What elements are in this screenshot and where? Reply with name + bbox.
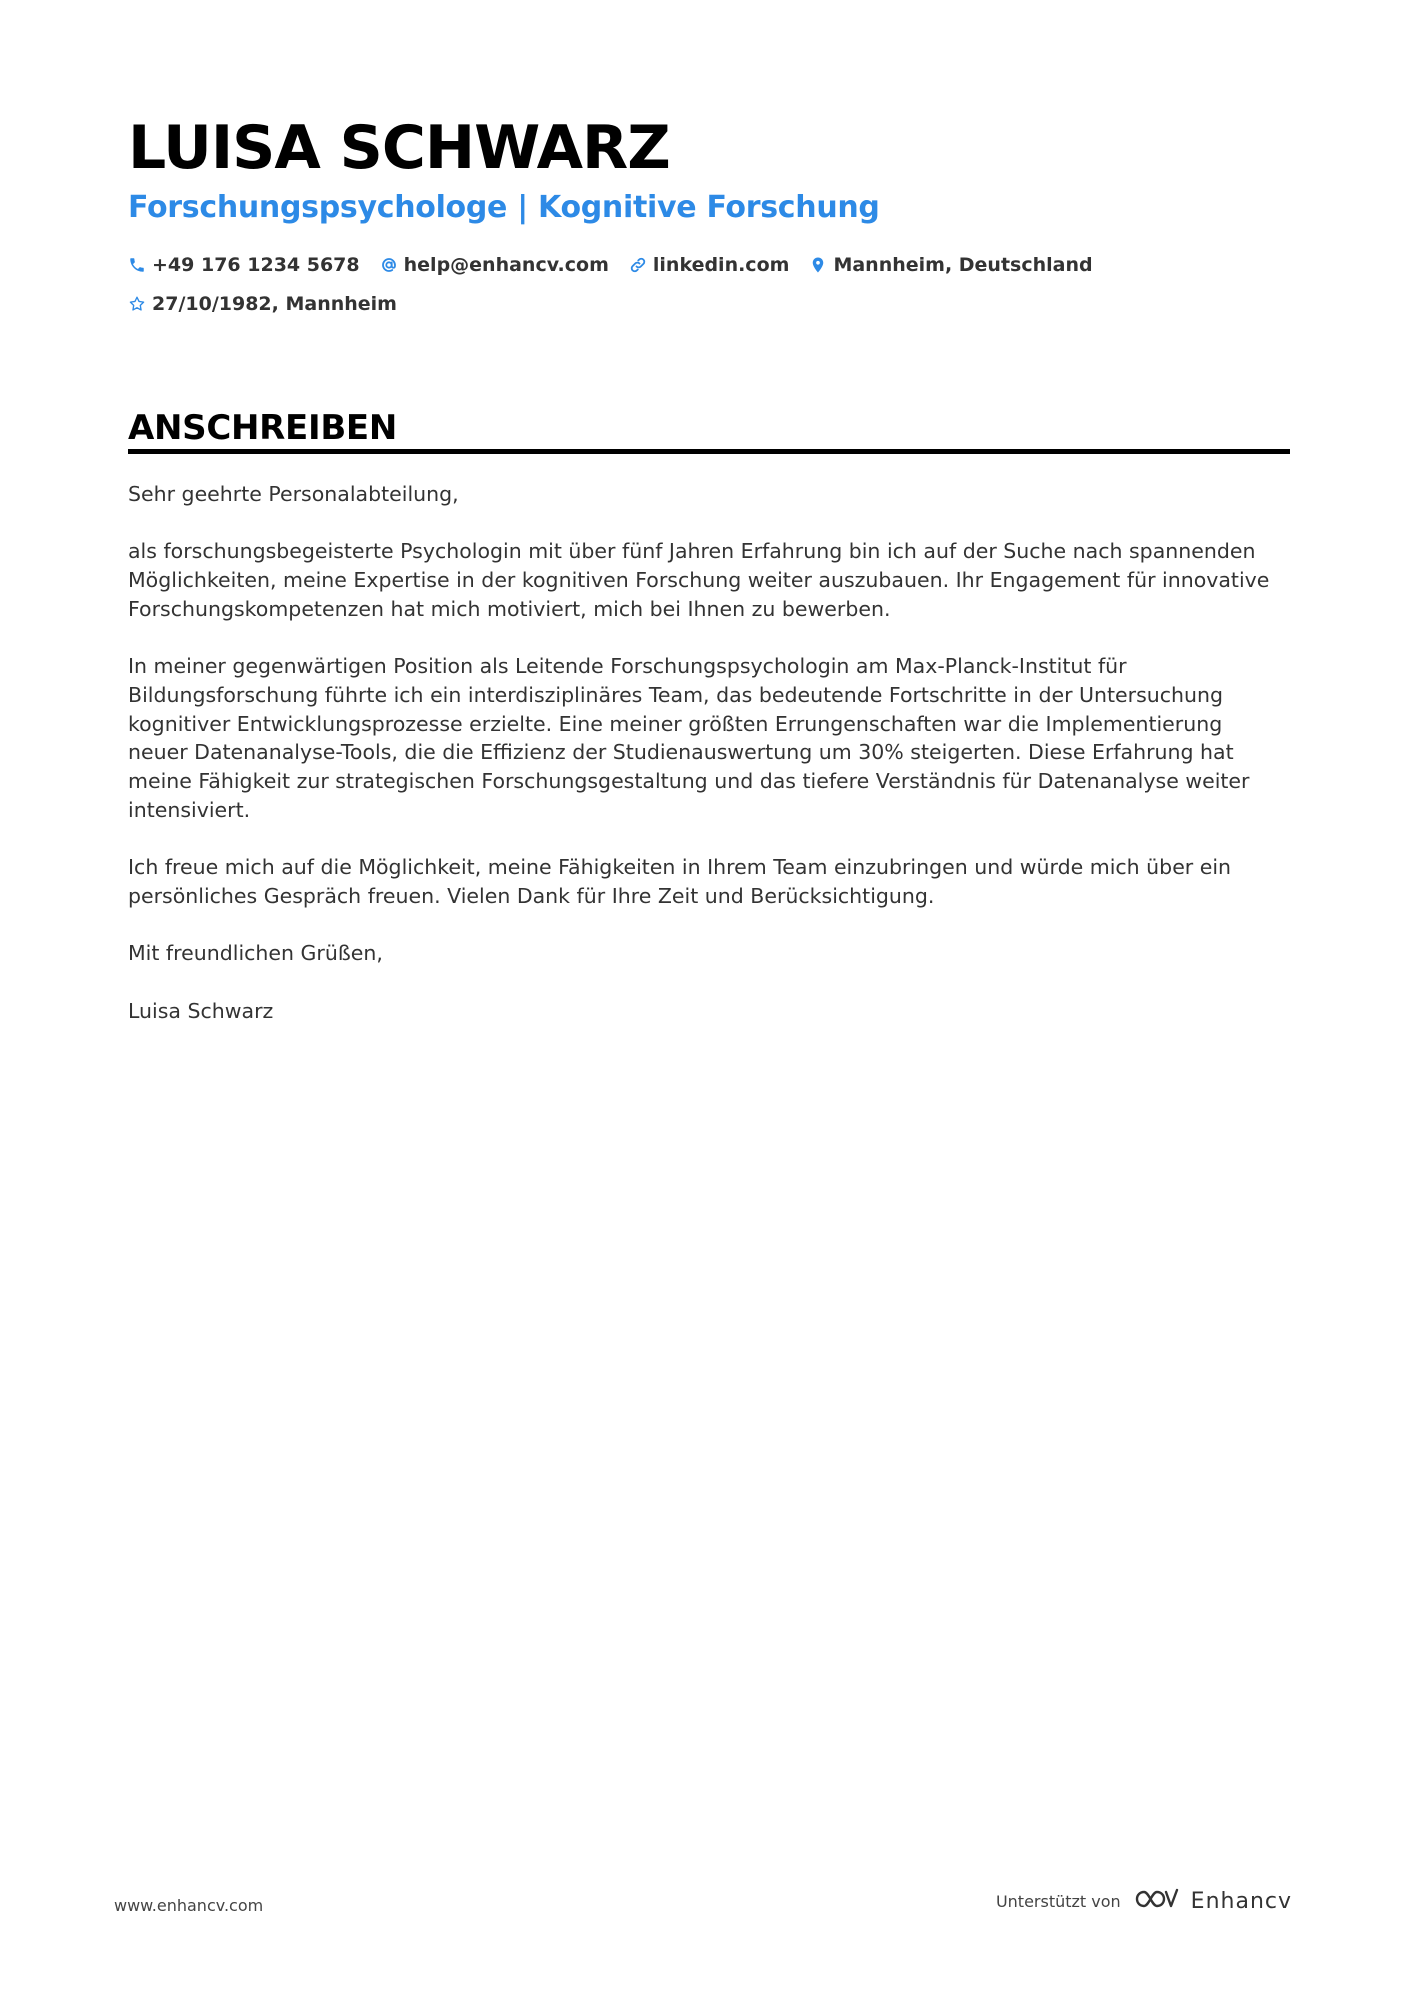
footer-brand[interactable] (996, 1886, 1292, 1916)
letter-salutation: Sehr geehrte Personalabteilung, (128, 482, 459, 506)
star-icon (128, 295, 146, 313)
letter-paragraph: als forschungsbegeisterte Psychologin mit über fünf Jahren Erfahrung bin ich auf der Suche nach spannenden Möglichkeiten, meine Expertise in der kognitiven Forschung weiter auszubauen. Ihr Engagement für innovative Forschungskompetenzen hat mich motiviert, mich bei Ihnen zu bewerben. (128, 539, 1270, 621)
linkedin-text: linkedin.com (652, 254, 790, 276)
candidate-title: Forschungspsychologe | Kognitive Forschung (128, 190, 880, 225)
contact-birth (128, 293, 397, 315)
brand-name: Enhancv (1190, 1888, 1292, 1914)
enhancv-logo-icon (1133, 1886, 1179, 1916)
footer-url[interactable]: www.enhancv.com (114, 1896, 264, 1915)
contact-row (128, 254, 1093, 276)
letter-body (128, 480, 1288, 1054)
letter-paragraph: In meiner gegenwärtigen Position als Leitende Forschungspsychologin am Max-Planck-Institut für Bildungsforschung führte ich ein interdisziplinäres Team, das bedeutende Fortschritte in der Untersuchung kognitiver Entwicklungsprozesse erzielte. Eine meiner größten Errungenschaften war die Implementierung neuer Datenanalyse-Tools, die die Effizienz der Studienauswertung um 30% steigerten. Diese Erfahrung hat meine Fähigkeit zur strategischen Forschungsgestaltung und das tiefere Verständnis für Datenanalyse weiter intensiviert. (128, 654, 1250, 822)
location-text: Mannheim, Deutschland (833, 254, 1093, 276)
candidate-name: LUISA SCHWARZ (128, 113, 670, 183)
phone-text: +49 176 1234 5678 (152, 254, 360, 276)
link-icon (629, 256, 647, 274)
letter-paragraph: Ich freue mich auf die Möglichkeit, meine Fähigkeiten in Ihrem Team einzubringen und würde mich über ein persönliches Gespräch freuen. Vielen Dank für Ihre Zeit und Berücksichtigung. (128, 855, 1232, 908)
phone-icon (128, 256, 146, 274)
letter-closing: Mit freundlichen Grüßen, (128, 941, 383, 966)
section-divider (128, 449, 1290, 454)
contact-location (809, 254, 1092, 276)
letter-signature: Luisa Schwarz (128, 998, 274, 1023)
birth-text: 27/10/1982, Mannheim (152, 293, 397, 315)
section-title: ANSCHREIBEN (128, 408, 398, 448)
powered-by-label: Unterstützt von (995, 1891, 1121, 1911)
contact-linkedin[interactable] (629, 254, 790, 276)
contact-phone[interactable] (128, 254, 360, 276)
map-pin-icon (809, 256, 827, 274)
contact-email[interactable] (380, 254, 609, 276)
at-icon (380, 256, 398, 274)
email-text: help@enhancv.com (403, 254, 609, 276)
contact-row-2 (128, 293, 397, 315)
